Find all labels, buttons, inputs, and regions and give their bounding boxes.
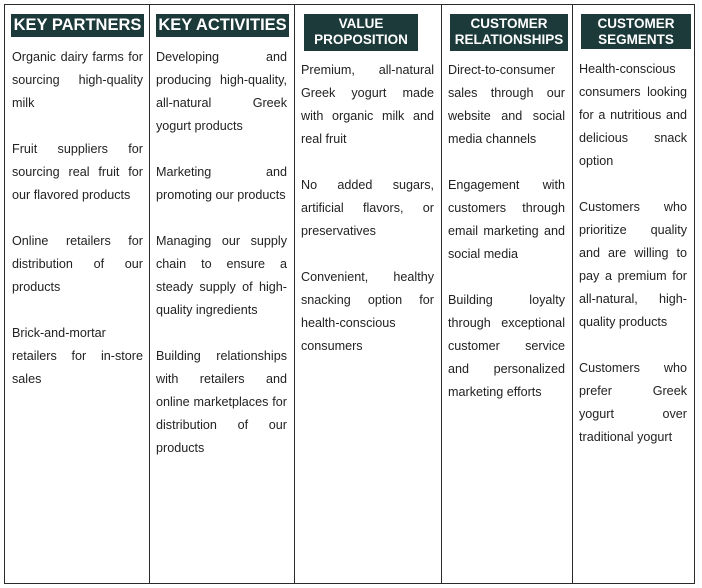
heading-line: CUSTOMER <box>470 16 548 31</box>
list-item: Building relationships with retailers and online marketplaces for distribution of our products <box>156 349 287 455</box>
key-partners-heading: KEY PARTNERS <box>11 14 144 37</box>
key-partners-column <box>4 4 150 584</box>
list-item: Direct-to-consumer sales through our website and social media channels <box>448 63 565 146</box>
value-proposition-heading <box>304 14 418 51</box>
customer-segments-heading <box>581 14 691 49</box>
list-item: Engagement with customers through email marketing and social media <box>448 178 565 261</box>
value-proposition-list <box>301 59 434 358</box>
customer-segments-column <box>572 4 695 584</box>
list-item: No added sugars, artificial flavors, or preservatives <box>301 178 434 238</box>
list-item: Organic dairy farms for sourcing high-quality milk <box>12 50 143 110</box>
key-activities-column <box>149 4 295 584</box>
list-item: Online retailers for distribution of our products <box>12 234 143 294</box>
customer-relationships-list <box>448 59 565 404</box>
customer-relationships-heading <box>450 14 568 51</box>
list-item: Managing our supply chain to ensure a steady supply of high-quality ingredients <box>156 234 287 317</box>
list-item: Convenient, healthy snacking option for health-conscious consumers <box>301 270 434 353</box>
list-item: Marketing and promoting our products <box>156 165 287 202</box>
value-proposition-column <box>294 4 442 584</box>
heading-line: VALUE <box>338 16 384 31</box>
list-item: Brick-and-mortar retailers for in-store sales <box>12 326 143 386</box>
list-item: Customers who prefer Greek yogurt over traditional yogurt <box>579 361 687 444</box>
heading-line: CUSTOMER <box>597 16 675 31</box>
heading-line: RELATIONSHIPS <box>454 32 564 47</box>
list-item: Fruit suppliers for sourcing real fruit for our flavored products <box>12 142 143 202</box>
customer-relationships-column <box>441 4 573 584</box>
list-item: Building loyalty through exceptional customer service and personalized marketing efforts <box>448 293 565 399</box>
customer-segments-list <box>579 58 687 449</box>
list-item: Premium, all-natural Greek yogurt made with organic milk and real fruit <box>301 63 434 146</box>
key-activities-heading: KEY ACTIVITIES <box>156 14 289 37</box>
key-activities-list <box>156 46 287 460</box>
heading-line: PROPOSITION <box>314 32 408 47</box>
key-partners-list <box>12 46 143 391</box>
list-item: Developing and producing high-quality, all-natural Greek yogurt products <box>156 50 287 133</box>
list-item: Customers who prioritize quality and are willing to pay a premium for all-natural, high-quality products <box>579 200 687 329</box>
heading-line: SEGMENTS <box>598 32 674 47</box>
list-item: Health-conscious consumers looking for a nutritious and delicious snack option <box>579 62 687 168</box>
